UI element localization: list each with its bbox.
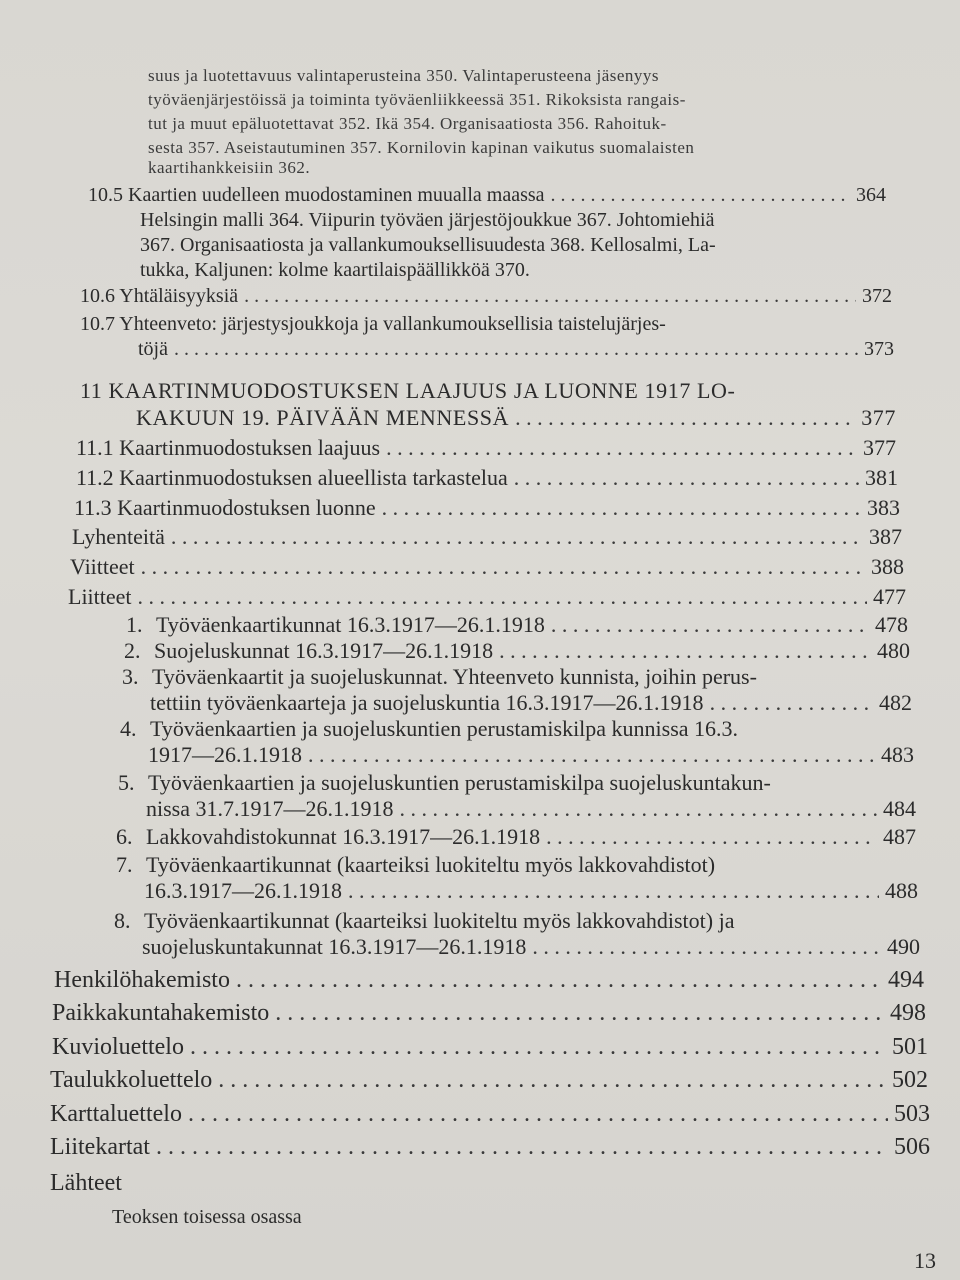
toc-label: Paikkakuntahakemisto: [52, 1000, 270, 1026]
intro-line: tut ja muut epäluotettavat 352. Ikä 354. Organisaatiosta 356. Rahoituk-: [148, 114, 667, 133]
toc-entry-abbreviations: [72, 524, 902, 550]
toc-page-number: 484: [883, 796, 916, 821]
toc-page-number: 483: [881, 742, 914, 767]
intro-line: kaartihankkeisiin 362.: [148, 158, 311, 177]
dot-leader: [515, 405, 855, 431]
intro-line: suus ja luotettavuus valintaperusteina 350. Valintaperusteena jäsenyys: [148, 66, 660, 85]
dot-leader: [499, 638, 871, 664]
toc-page-number: 490: [887, 934, 920, 959]
appendix-number: 5.: [118, 770, 135, 795]
toc-entry-11-2: [76, 465, 898, 491]
toc-subline: 367. Organisaatiosta ja vallankumouksellisuudesta 368. Kellosalmi, La-: [140, 234, 716, 256]
toc-page-number: 503: [894, 1101, 930, 1127]
toc-entry-place-index: [52, 1000, 926, 1027]
dot-leader: [710, 690, 873, 716]
toc-subline: Helsingin malli 364. Viipurin työväen järjestöjoukkue 367. Johtomiehiä: [140, 209, 715, 231]
toc-label: Suojeluskunnat 16.3.1917—26.1.1918: [154, 638, 494, 663]
dot-leader: [551, 612, 869, 638]
toc-label: 11.2 Kaartinmuodostuksen alueellista tarkastelua: [76, 465, 508, 490]
toc-label: 1917—26.1.1918: [148, 742, 302, 767]
toc-page-number: 383: [867, 495, 900, 520]
dot-leader: [551, 184, 850, 207]
appendix-number: 8.: [114, 908, 131, 933]
appendix-item-5-cont: [146, 796, 916, 822]
toc-entry-person-index: [54, 967, 924, 994]
toc-page-number: 373: [864, 338, 894, 360]
appendix-number: 2.: [124, 638, 141, 663]
dot-leader: [275, 1000, 884, 1027]
toc-page-number: 480: [877, 638, 910, 663]
toc-label: 16.3.1917—26.1.1918: [144, 878, 342, 903]
toc-label: 11.3 Kaartinmuodostuksen luonne: [74, 495, 376, 520]
dot-leader: [174, 338, 858, 361]
toc-label: KAKUUN 19. PÄIVÄÄN MENNESSÄ: [136, 405, 510, 430]
toc-page-number: 482: [879, 690, 912, 715]
toc-label: Työväenkaartit ja suojeluskunnat. Yhteenveto kunnista, joihin perus-: [152, 664, 757, 689]
appendix-item-6: [116, 824, 916, 850]
toc-page-number: 377: [861, 405, 896, 430]
appendix-item-8-cont: [142, 934, 920, 960]
toc-page-number: 502: [892, 1067, 928, 1093]
toc-label: Lyhenteitä: [72, 524, 165, 549]
dot-leader: [348, 878, 879, 904]
toc-page-number: 487: [883, 824, 916, 849]
appendix-number: 3.: [122, 664, 139, 689]
toc-label: Liitekartat: [50, 1134, 150, 1160]
toc-label: Työväenkaartikunnat 16.3.1917—26.1.1918: [156, 612, 545, 637]
toc-page-number: 372: [862, 285, 892, 307]
toc-label: Työväenkaartien ja suojeluskuntien perustamiskilpa suojeluskuntakun-: [148, 770, 771, 795]
appendix-item-4-cont: [148, 742, 914, 768]
appendix-item-8: [114, 908, 734, 934]
toc-entry-table-list: [50, 1067, 928, 1094]
toc-label: Karttaluettelo: [50, 1101, 182, 1127]
appendix-number: 1.: [126, 612, 143, 637]
toc-subline: tukka, Kaljunen: kolme kaartilaispäällikköä 370.: [140, 259, 530, 281]
appendix-item-1: [126, 612, 908, 638]
toc-page-number: 381: [865, 465, 898, 490]
dot-leader: [382, 495, 861, 521]
toc-entry-sources: Lähteet: [50, 1170, 122, 1196]
appendix-item-5: [118, 770, 771, 796]
toc-page-number: 477: [873, 584, 906, 609]
dot-leader: [141, 554, 865, 580]
dot-leader: [386, 435, 857, 461]
toc-label: 10.5 Kaartien uudelleen muodostaminen muualla maassa: [88, 184, 545, 206]
toc-label: 10.6 Yhtäläisyyksiä: [80, 285, 239, 307]
dot-leader: [218, 1067, 886, 1094]
toc-label: Lakkovahdistokunnat 16.3.1917—26.1.1918: [146, 824, 541, 849]
toc-page-number: 488: [885, 878, 918, 903]
toc-label: Viitteet: [70, 554, 135, 579]
dot-leader: [156, 1134, 888, 1161]
toc-entry-10-6: [80, 285, 892, 308]
toc-entry-appendix-maps: [50, 1134, 930, 1161]
toc-label: 11.1 Kaartinmuodostuksen laajuus: [76, 435, 381, 460]
toc-page-number: 377: [863, 435, 896, 460]
appendix-item-2: [124, 638, 910, 664]
dot-leader: [532, 934, 881, 960]
appendix-item-7: [116, 852, 715, 878]
toc-label: Kuvioluettelo: [52, 1034, 184, 1060]
chapter-heading-cont: [136, 405, 896, 431]
dot-leader: [138, 584, 867, 610]
toc-page-number: 364: [856, 184, 886, 206]
toc-page-number: 506: [894, 1134, 930, 1160]
toc-entry-figure-list: [52, 1034, 928, 1061]
toc-label: Työväenkaartikunnat (kaarteiksi luokiteltu myös lakkovahdistot): [146, 852, 716, 877]
appendix-number: 6.: [116, 824, 133, 849]
toc-entry-10-7-cont: [138, 338, 894, 361]
dot-leader: [171, 524, 863, 550]
intro-line: työväenjärjestöissä ja toiminta työväenliikkeessä 351. Rikoksista rangais-: [148, 90, 686, 109]
toc-label: Liitteet: [68, 584, 132, 609]
toc-label: Työväenkaartikunnat (kaarteiksi luokiteltu myös lakkovahdistot) ja: [144, 908, 735, 933]
toc-entry-appendices: [68, 584, 906, 610]
dot-leader: [188, 1101, 888, 1128]
toc-entry-11-1: [76, 435, 896, 461]
toc-entry-10-7: 10.7 Yhteenveto: järjestysjoukkoja ja vallankumouksellisia taistelujärjes-: [80, 313, 666, 335]
appendix-number: 4.: [120, 716, 137, 741]
appendix-number: 7.: [116, 852, 133, 877]
toc-page-number: 501: [892, 1034, 928, 1060]
dot-leader: [546, 824, 877, 850]
toc-entry-notes: [70, 554, 904, 580]
dot-leader: [514, 465, 859, 491]
toc-label: Henkilöhakemisto: [54, 967, 230, 993]
toc-label: suojeluskuntakunnat 16.3.1917—26.1.1918: [142, 934, 527, 959]
dot-leader: [400, 796, 878, 822]
dot-leader: [308, 742, 875, 768]
toc-page-number: 494: [888, 967, 924, 993]
toc-label: tettiin työväenkaarteja ja suojeluskuntia 16.3.1917—26.1.1918: [150, 690, 704, 715]
appendix-item-4: [120, 716, 738, 742]
appendix-item-7-cont: [144, 878, 918, 904]
toc-page-number: 387: [869, 524, 902, 549]
toc-page-number: 478: [875, 612, 908, 637]
dot-leader: [236, 967, 882, 994]
appendix-item-3-cont: [150, 690, 912, 716]
appendix-item-3: [122, 664, 757, 690]
toc-label: nissa 31.7.1917—26.1.1918: [146, 796, 394, 821]
intro-line: sesta 357. Aseistautuminen 357. Kornilovin kapinan vaikutus suomalaisten: [148, 138, 695, 157]
toc-label: Työväenkaartien ja suojeluskuntien perustamiskilpa kunnissa 16.3.: [150, 716, 739, 741]
toc-label: Taulukkoluettelo: [50, 1067, 213, 1093]
dot-leader: [190, 1034, 886, 1061]
page-number: 13: [914, 1248, 936, 1273]
toc-page-number: 498: [890, 1000, 926, 1026]
toc-page-number: 388: [871, 554, 904, 579]
toc-entry-10-5: [88, 184, 886, 207]
toc-label: töjä: [138, 338, 168, 360]
dot-leader: [244, 285, 856, 308]
toc-entry-map-list: [50, 1101, 930, 1128]
sources-note: Teoksen toisessa osassa: [112, 1206, 302, 1228]
toc-entry-11-3: [74, 495, 900, 521]
chapter-heading: 11 KAARTINMUODOSTUKSEN LAAJUUS JA LUONNE 1917 LO-: [80, 378, 736, 403]
